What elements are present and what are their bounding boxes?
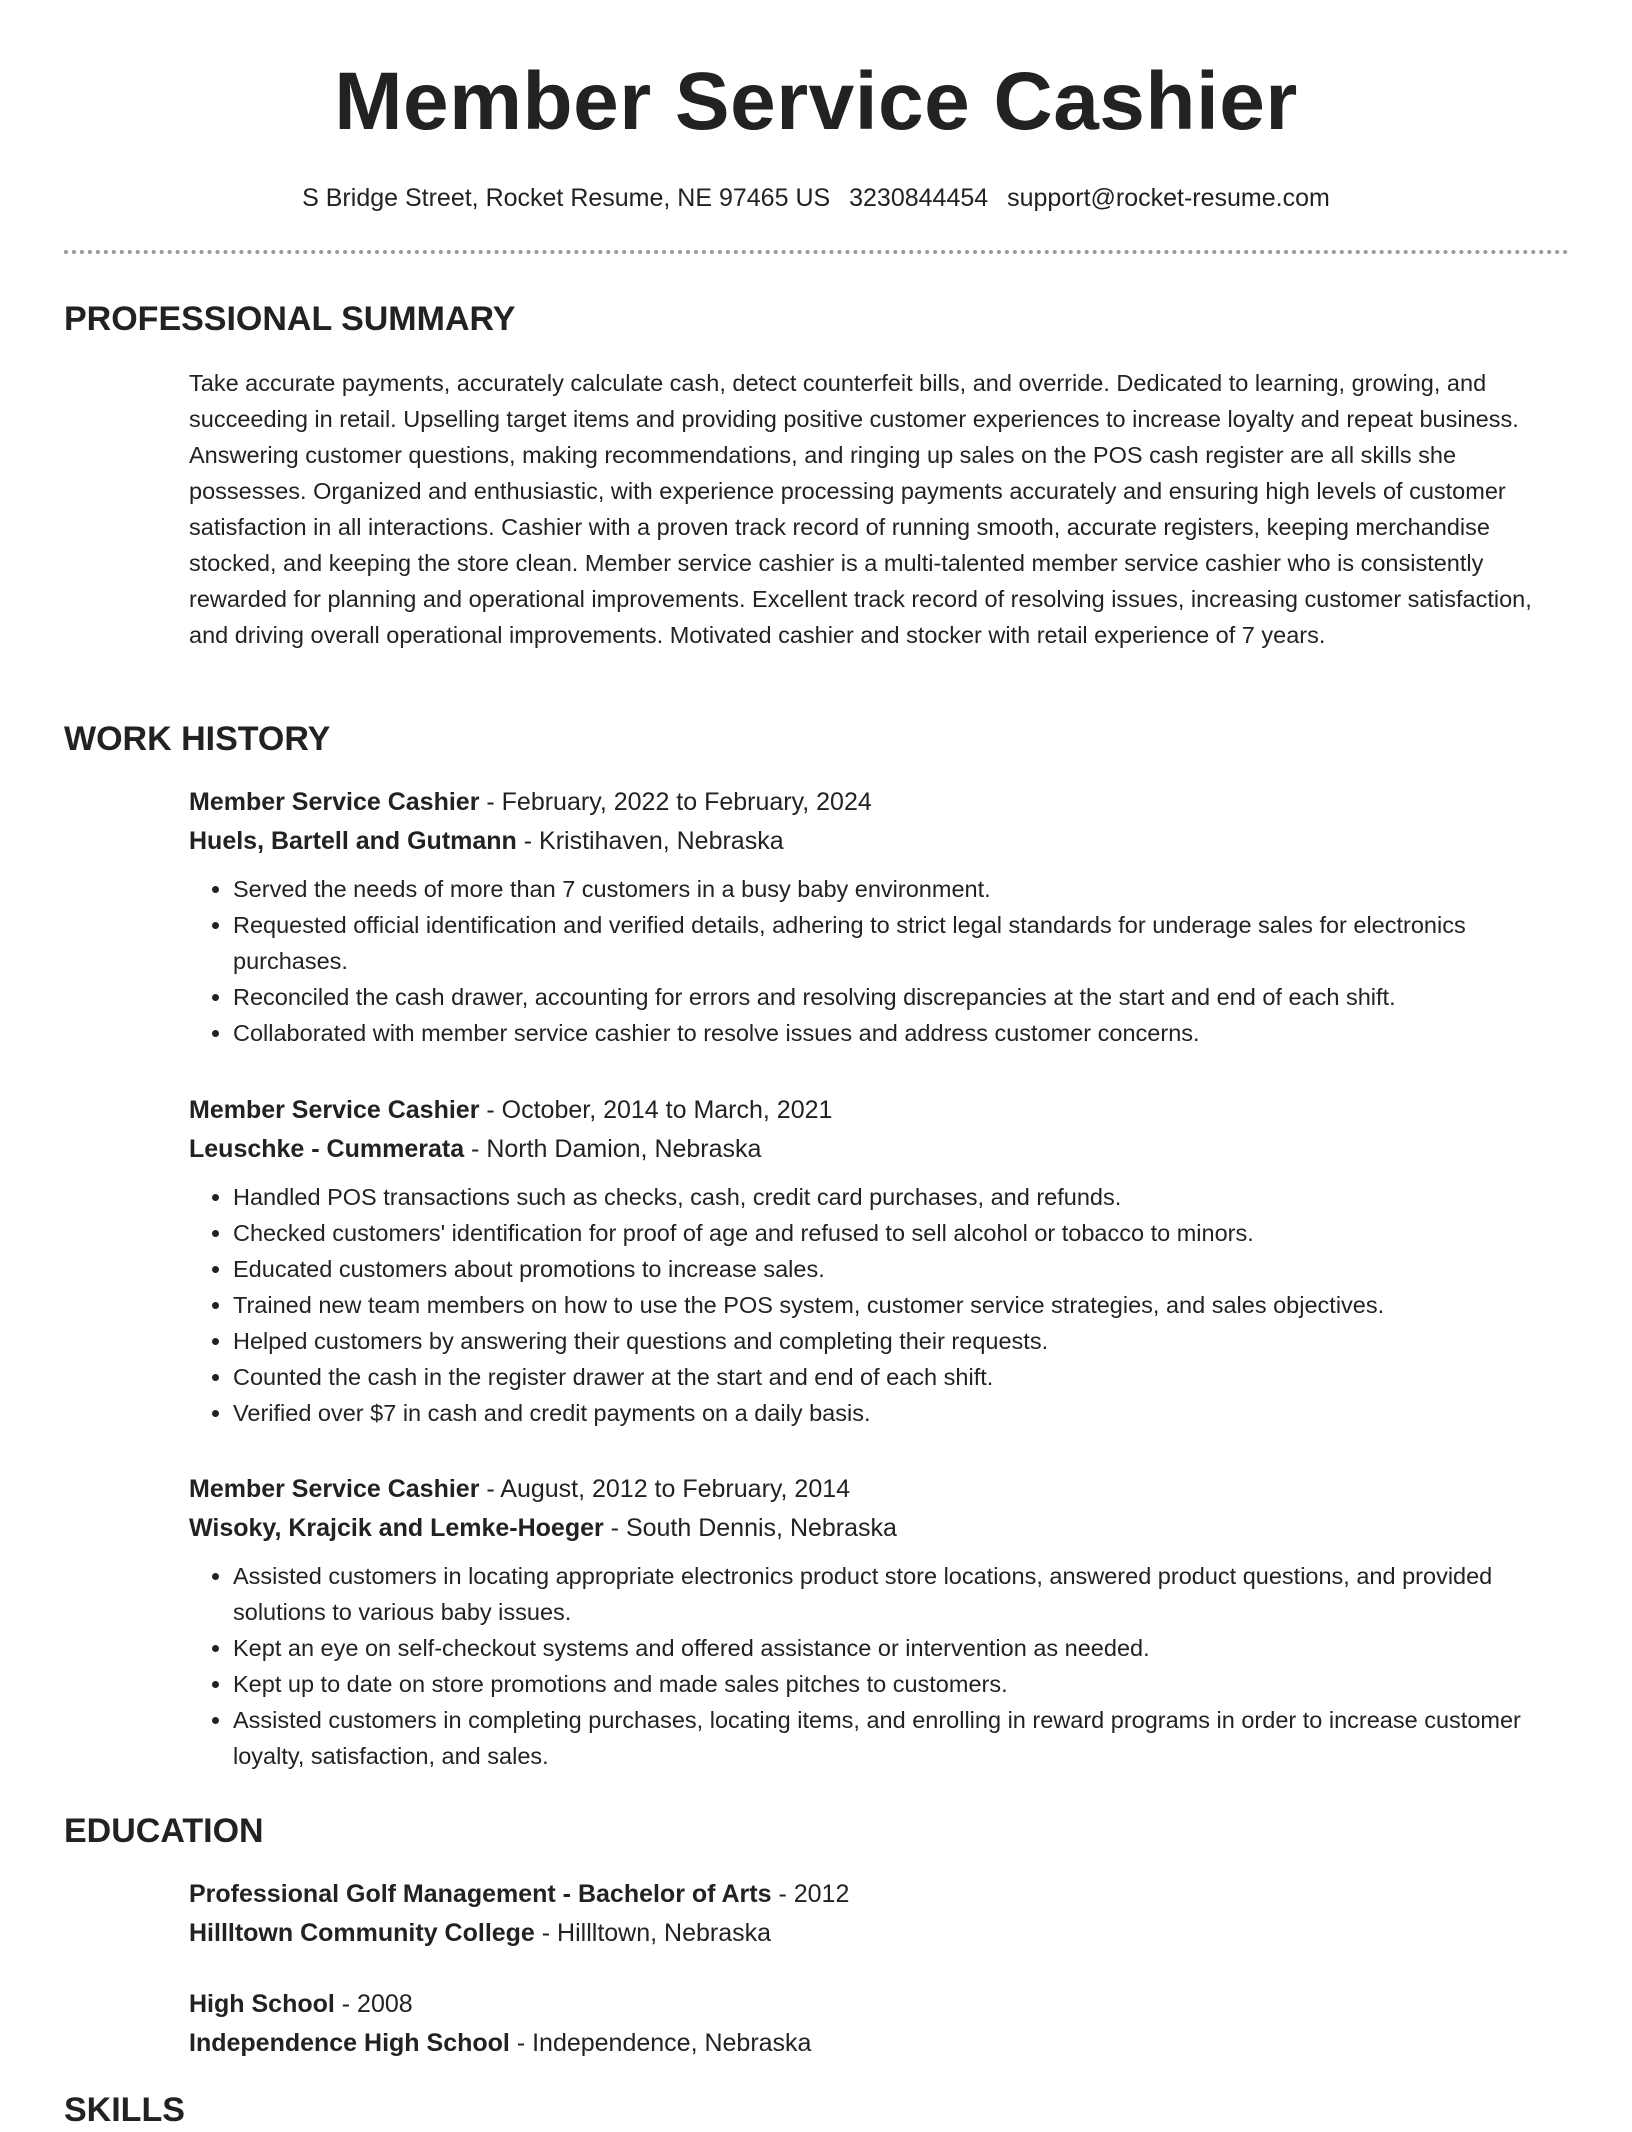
- job-bullet: • Counted the cash in the register drawer at the start and end of each shift.: [233, 1359, 1569, 1395]
- job-bullet: • Assisted customers in locating appropriate electronics product store locations, answered product questions, and provided solutions to various baby issues.: [233, 1558, 1569, 1630]
- job-bullet: • Kept up to date on store promotions and made sales pitches to customers.: [233, 1666, 1569, 1702]
- education-school-line: [189, 1914, 1569, 1953]
- education-school: Hillltown Community College: [189, 1919, 535, 1947]
- job-dates: - February, 2022 to February, 2024: [479, 788, 872, 816]
- job-bullet: • Requested official identification and verified details, adhering to strict legal standards for underage sales for electronics purchases.: [233, 907, 1569, 979]
- summary-text: Take accurate payments, accurately calculate cash, detect counterfeit bills, and override. Dedicated to learning, growing, and succeeding in retail. Upselling target items and providing positive customer experiences to increase loyalty and repeat business. Answering customer questions, making recommendations, and ringing up sales on the POS cash register are all skills she possesses. Organized and enthusiastic, with experience processing payments accurately and ensuring high levels of customer satisfaction in all interactions. Cashier with a proven track record of running smooth, accurate registers, keeping merchandise stocked, and keeping the store clean. Member service cashier is a multi-talented member service cashier who is consistently rewarded for planning and operational improvements. Excellent track record of resolving issues, increasing customer satisfaction, and driving overall operational improvements. Motivated cashier and stocker with retail experience of 7 years.: [189, 370, 1532, 648]
- education-location: - Hillltown, Nebraska: [534, 1919, 772, 1947]
- education-entry: [189, 1875, 1569, 1953]
- job-role: Member Service Cashier: [189, 788, 480, 816]
- job-bullet: • Assisted customers in completing purchases, locating items, and enrolling in reward programs in order to increase customer loyalty, satisfaction, and sales.: [233, 1702, 1569, 1774]
- job-dates: - August, 2012 to February, 2014: [479, 1475, 851, 1503]
- job-bullet: • Checked customers' identification for proof of age and refused to sell alcohol or tobacco to minors.: [233, 1215, 1569, 1251]
- education-year: - 2012: [771, 1880, 850, 1908]
- job-bullet-list: [189, 1558, 1569, 1774]
- job-role: Member Service Cashier: [189, 1475, 480, 1503]
- job-location: - Kristihaven, Nebraska: [516, 827, 784, 855]
- section-title-work-history: WORK HISTORY: [64, 720, 331, 758]
- job-role: Member Service Cashier: [189, 1096, 480, 1124]
- education-degree-line: [189, 1875, 1569, 1914]
- header-divider: [64, 250, 1569, 254]
- job-bullet: • Helped customers by answering their questions and completing their requests.: [233, 1323, 1569, 1359]
- section-title-education: EDUCATION: [64, 1812, 264, 1850]
- section-title-skills: SKILLS: [64, 2091, 185, 2129]
- job-company: Leuschke - Cummerata: [189, 1135, 465, 1163]
- job-entry: [189, 1091, 1569, 1431]
- contact-phone: 3230844454: [849, 184, 989, 212]
- education-degree: High School: [189, 1990, 335, 2018]
- job-bullet: • Served the needs of more than 7 customers in a busy baby environment.: [233, 871, 1569, 907]
- education-entry: [189, 1985, 1569, 2063]
- job-title-line: [189, 1091, 1569, 1130]
- job-company-line: [189, 1130, 1569, 1169]
- job-bullet-list: [189, 1179, 1569, 1431]
- education-school-line: [189, 2024, 1569, 2063]
- education-degree: Professional Golf Management - Bachelor of Arts: [189, 1880, 772, 1908]
- job-company-line: [189, 822, 1569, 861]
- section-title-summary: PROFESSIONAL SUMMARY: [64, 300, 516, 338]
- job-bullet: • Reconciled the cash drawer, accounting for errors and resolving discrepancies at the start and end of each shift.: [233, 979, 1569, 1015]
- job-entry: [189, 783, 1569, 1051]
- contact-email: support@rocket-resume.com: [1007, 184, 1330, 212]
- job-title-line: [189, 783, 1569, 822]
- job-company: Wisoky, Krajcik and Lemke-Hoeger: [189, 1514, 604, 1542]
- job-bullet: • Kept an eye on self-checkout systems and offered assistance or intervention as needed.: [233, 1630, 1569, 1666]
- job-bullet-list: [189, 871, 1569, 1051]
- contact-line: [0, 180, 1632, 216]
- job-dates: - October, 2014 to March, 2021: [479, 1096, 833, 1124]
- education-location: - Independence, Nebraska: [509, 2029, 812, 2057]
- job-bullet: • Educated customers about promotions to increase sales.: [233, 1251, 1569, 1287]
- job-bullet: • Verified over $7 in cash and credit payments on a daily basis.: [233, 1395, 1569, 1431]
- job-bullet: • Trained new team members on how to use the POS system, customer service strategies, and sales objectives.: [233, 1287, 1569, 1323]
- job-location: - South Dennis, Nebraska: [603, 1514, 897, 1542]
- education-degree-line: [189, 1985, 1569, 2024]
- job-company-line: [189, 1509, 1569, 1548]
- summary-block: [189, 365, 1569, 653]
- job-location: - North Damion, Nebraska: [464, 1135, 762, 1163]
- resume-name-heading: Member Service Cashier: [334, 56, 1298, 147]
- education-school: Independence High School: [189, 2029, 510, 2057]
- job-company: Huels, Bartell and Gutmann: [189, 827, 517, 855]
- job-entry: [189, 1470, 1569, 1774]
- job-title-line: [189, 1470, 1569, 1509]
- education-year: - 2008: [334, 1990, 413, 2018]
- contact-address: S Bridge Street, Rocket Resume, NE 97465 US: [302, 184, 831, 212]
- job-bullet: • Handled POS transactions such as checks, cash, credit card purchases, and refunds.: [233, 1179, 1569, 1215]
- job-bullet: • Collaborated with member service cashier to resolve issues and address customer concerns.: [233, 1015, 1569, 1051]
